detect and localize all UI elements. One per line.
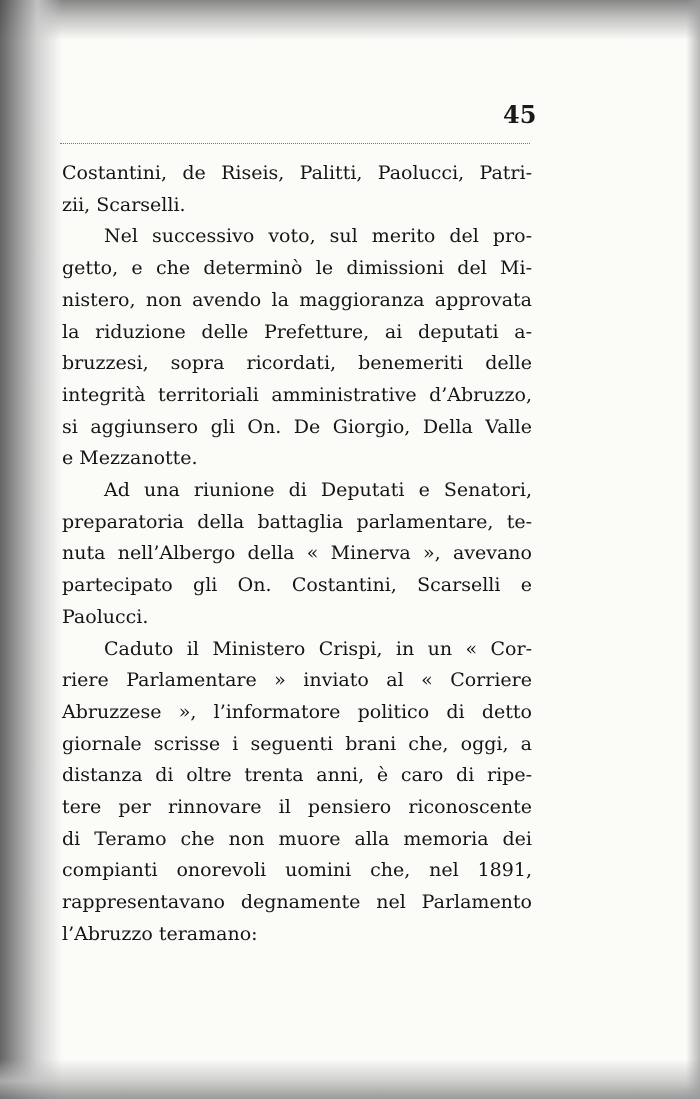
scan-shadow-right xyxy=(686,0,700,1099)
text-line: si aggiunsero gli On. De Giorgio, Della Valle xyxy=(62,415,532,438)
text-line: di Teramo che non muore alla memoria dei xyxy=(62,827,532,850)
page-number: 45 xyxy=(503,100,537,129)
text-line: nuta nell’Albergo della « Minerva », avevano xyxy=(62,542,532,565)
scan-shadow-left xyxy=(0,0,62,1099)
text-line: Paolucci. xyxy=(62,605,149,628)
text-line: integrità territoriali amministrative d’Abruzzo, xyxy=(62,383,532,406)
text-line: bruzzesi, sopra ricordati, benemeriti delle xyxy=(62,352,532,375)
text-line: compianti onorevoli uomini che, nel 1891, xyxy=(62,859,532,882)
text-line: nistero, non avendo la maggioranza approvata xyxy=(62,288,532,311)
text-line: Costantini, de Riseis, Palitti, Paolucci, Patri- xyxy=(62,162,532,184)
text-line: partecipato gli On. Costantini, Scarselli e xyxy=(62,574,532,597)
text-line: distanza di oltre trenta anni, è caro di ripe- xyxy=(62,764,532,787)
text-line: Abruzzese », l’informatore politico di detto xyxy=(62,700,532,723)
text-line: la riduzione delle Prefetture, ai deputati a- xyxy=(62,320,532,343)
text-line: e Mezzanotte. xyxy=(62,447,198,470)
text-line: getto, e che determinò le dimissioni del Mi- xyxy=(62,257,532,280)
text-line: Ad una riunione di Deputati e Senatori, xyxy=(104,479,532,501)
text-line: l’Abruzzo teramano: xyxy=(62,922,258,945)
text-line: Nel successivo voto, sul merito del pro- xyxy=(104,225,532,248)
header-divider xyxy=(60,143,530,144)
scan-shadow-top xyxy=(0,0,700,40)
text-line: tere per rinnovare il pensiero riconoscente xyxy=(62,796,532,818)
text-line: giornale scrisse i seguenti brani che, oggi, a xyxy=(62,732,532,755)
text-line: Caduto il Ministero Crispi, in un « Cor- xyxy=(104,637,532,660)
text-line: rappresentavano degnamente nel Parlamento xyxy=(62,891,532,914)
text-line: preparatoria della battaglia parlamentare, te- xyxy=(62,510,532,533)
scan-shadow-bottom xyxy=(0,1059,700,1099)
text-line: zii, Scarselli. xyxy=(62,193,186,216)
text-line: riere Parlamentare » inviato al « Corriere xyxy=(62,669,532,692)
